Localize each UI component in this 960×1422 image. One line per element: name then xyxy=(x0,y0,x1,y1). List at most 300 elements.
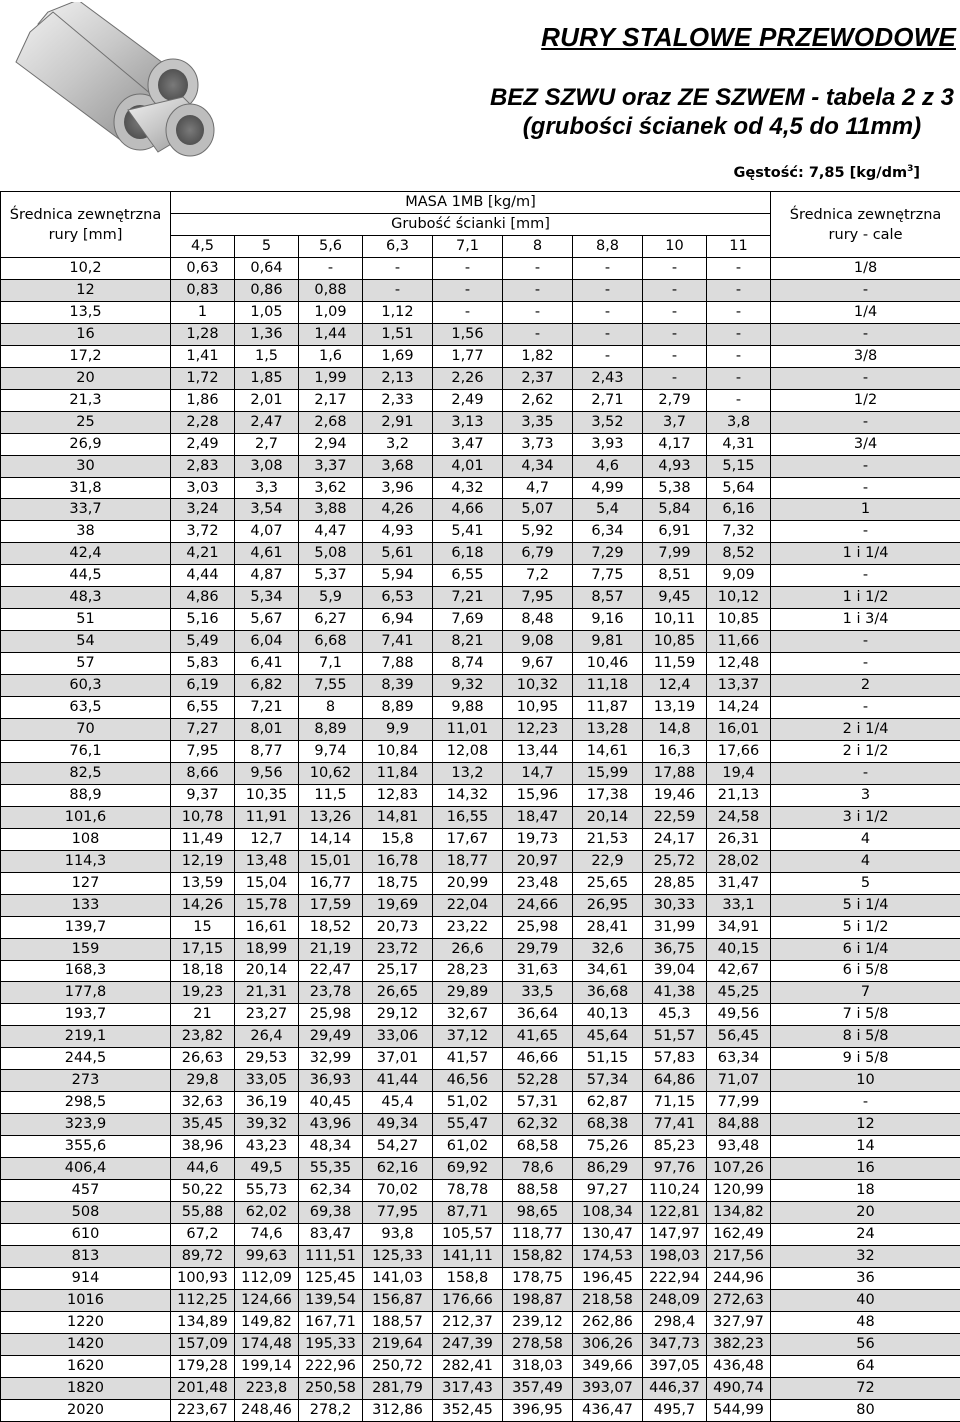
mass-cell: 14,61 xyxy=(573,740,643,762)
mass-cell: 111,51 xyxy=(299,1245,363,1267)
diameter-mm-cell: 813 xyxy=(1,1245,171,1267)
mass-cell: 49,34 xyxy=(363,1114,433,1136)
mass-cell: - xyxy=(573,323,643,345)
mass-cell: 5,61 xyxy=(363,543,433,565)
mass-cell: 4,32 xyxy=(433,477,503,499)
mass-cell: 57,31 xyxy=(503,1092,573,1114)
diameter-inch-cell: 5 i 1/2 xyxy=(771,916,960,938)
mass-cell: 38,96 xyxy=(171,1136,235,1158)
mass-cell: 33,06 xyxy=(363,1026,433,1048)
mass-cell: 317,43 xyxy=(433,1377,503,1399)
mass-cell: 19,23 xyxy=(171,982,235,1004)
mass-cell: 198,87 xyxy=(503,1289,573,1311)
mass-cell: 9,37 xyxy=(171,784,235,806)
mass-cell: 9,32 xyxy=(433,675,503,697)
mass-cell: 26,63 xyxy=(171,1048,235,1070)
table-row xyxy=(1,762,960,784)
mass-cell: 17,38 xyxy=(573,784,643,806)
diameter-mm-cell: 38 xyxy=(1,521,171,543)
diameter-mm-cell: 25 xyxy=(1,411,171,433)
diameter-inch-cell: 5 xyxy=(771,872,960,894)
mass-cell: 4,17 xyxy=(643,433,707,455)
mass-cell: 15,96 xyxy=(503,784,573,806)
mass-cell: 68,38 xyxy=(573,1114,643,1136)
mass-cell: - xyxy=(707,301,771,323)
mass-cell: 352,45 xyxy=(433,1399,503,1421)
mass-cell: 12,08 xyxy=(433,740,503,762)
mass-cell: 45,64 xyxy=(573,1026,643,1048)
mass-cell: 51,02 xyxy=(433,1092,503,1114)
mass-cell: 201,48 xyxy=(171,1377,235,1399)
mass-cell: 8,77 xyxy=(235,740,299,762)
mass-cell: 7,99 xyxy=(643,543,707,565)
mass-cell: 29,12 xyxy=(363,1004,433,1026)
mass-cell: 25,65 xyxy=(573,872,643,894)
diameter-mm-cell: 26,9 xyxy=(1,433,171,455)
mass-cell: 188,57 xyxy=(363,1311,433,1333)
mass-cell: 78,6 xyxy=(503,1158,573,1180)
mass-cell: 14,26 xyxy=(171,894,235,916)
mass-cell: 1,09 xyxy=(299,301,363,323)
mass-cell: 18,47 xyxy=(503,806,573,828)
mass-cell: 29,79 xyxy=(503,938,573,960)
mass-cell: - xyxy=(503,323,573,345)
mass-cell: 17,88 xyxy=(643,762,707,784)
mass-cell: 25,98 xyxy=(299,1004,363,1026)
mass-cell: 31,63 xyxy=(503,960,573,982)
diameter-inch-cell: 1/4 xyxy=(771,301,960,323)
mass-cell: 124,66 xyxy=(235,1289,299,1311)
mass-cell: - xyxy=(707,279,771,301)
mass-cell: - xyxy=(643,301,707,323)
diameter-inch-cell: - xyxy=(771,367,960,389)
mass-cell: - xyxy=(707,323,771,345)
mass-cell: 77,99 xyxy=(707,1092,771,1114)
mass-cell: 25,72 xyxy=(643,850,707,872)
mass-cell: 7,29 xyxy=(573,543,643,565)
mass-cell: 306,26 xyxy=(573,1333,643,1355)
mass-cell: 5,37 xyxy=(299,565,363,587)
mass-cell: 3,35 xyxy=(503,411,573,433)
mass-cell: 15,99 xyxy=(573,762,643,784)
mass-cell: 28,23 xyxy=(433,960,503,982)
mass-cell: 26,65 xyxy=(363,982,433,1004)
mass-cell: 20,99 xyxy=(433,872,503,894)
mass-cell: 6,55 xyxy=(433,565,503,587)
mass-cell: 158,8 xyxy=(433,1267,503,1289)
mass-cell: 176,66 xyxy=(433,1289,503,1311)
mass-cell: 1,12 xyxy=(363,301,433,323)
mass-cell: 0,63 xyxy=(171,258,235,280)
mass-cell: 9,67 xyxy=(503,653,573,675)
mass-cell: 11,01 xyxy=(433,719,503,741)
mass-cell: - xyxy=(643,258,707,280)
mass-cell: 4,07 xyxy=(235,521,299,543)
diameter-mm-cell: 48,3 xyxy=(1,587,171,609)
mass-cell: 2,47 xyxy=(235,411,299,433)
mass-cell: 11,18 xyxy=(573,675,643,697)
mass-cell: 3,88 xyxy=(299,499,363,521)
mass-cell: 9,56 xyxy=(235,762,299,784)
mass-cell: 9,09 xyxy=(707,565,771,587)
mass-cell: 13,48 xyxy=(235,850,299,872)
mass-cell: 32,67 xyxy=(433,1004,503,1026)
mass-cell: 34,61 xyxy=(573,960,643,982)
mass-cell: 4,93 xyxy=(363,521,433,543)
mass-cell: 446,37 xyxy=(643,1377,707,1399)
mass-cell: 10,35 xyxy=(235,784,299,806)
mass-cell: 41,44 xyxy=(363,1070,433,1092)
mass-cell: 2,91 xyxy=(363,411,433,433)
mass-cell: 4,44 xyxy=(171,565,235,587)
diameter-inch-cell: - xyxy=(771,477,960,499)
diameter-inch-cell: 4 xyxy=(771,850,960,872)
table-row xyxy=(1,960,960,982)
thickness-header-cell: 8,8 xyxy=(573,236,643,258)
diameter-inch-cell: 3/4 xyxy=(771,433,960,455)
mass-cell: 2,49 xyxy=(171,433,235,455)
mass-cell: 199,14 xyxy=(235,1355,299,1377)
mass-cell: 31,99 xyxy=(643,916,707,938)
mass-cell: 139,54 xyxy=(299,1289,363,1311)
mass-cell: 23,48 xyxy=(503,872,573,894)
mass-cell: 1,36 xyxy=(235,323,299,345)
mass-cell: 40,13 xyxy=(573,1004,643,1026)
diameter-inch-cell: 10 xyxy=(771,1070,960,1092)
diameter-mm-cell: 298,5 xyxy=(1,1092,171,1114)
diameter-inch-cell: 2 xyxy=(771,675,960,697)
table-row xyxy=(1,872,960,894)
header-wall-thickness: Grubość ścianki [mm] xyxy=(171,214,771,236)
table-row xyxy=(1,455,960,477)
mass-cell: 4,61 xyxy=(235,543,299,565)
mass-cell: 8,74 xyxy=(433,653,503,675)
mass-cell: 64,86 xyxy=(643,1070,707,1092)
mass-cell: 39,32 xyxy=(235,1114,299,1136)
mass-cell: 5,92 xyxy=(503,521,573,543)
mass-cell: 112,25 xyxy=(171,1289,235,1311)
mass-cell: 10,84 xyxy=(363,740,433,762)
mass-cell: 262,86 xyxy=(573,1311,643,1333)
table-row xyxy=(1,543,960,565)
diameter-inch-cell: 7 i 5/8 xyxy=(771,1004,960,1026)
mass-cell: 3,2 xyxy=(363,433,433,455)
diameter-inch-cell: 16 xyxy=(771,1158,960,1180)
mass-cell: 37,12 xyxy=(433,1026,503,1048)
mass-cell: 8,39 xyxy=(363,675,433,697)
header-outer-diameter-mm: Średnica zewnętrzna rury [mm] xyxy=(1,192,171,258)
mass-cell: 2,33 xyxy=(363,389,433,411)
diameter-inch-cell: - xyxy=(771,279,960,301)
diameter-mm-cell: 33,7 xyxy=(1,499,171,521)
mass-cell: 2,94 xyxy=(299,433,363,455)
mass-cell: 26,95 xyxy=(573,894,643,916)
mass-cell: 86,29 xyxy=(573,1158,643,1180)
mass-cell: 97,76 xyxy=(643,1158,707,1180)
mass-cell: 7,2 xyxy=(503,565,573,587)
mass-cell: 112,09 xyxy=(235,1267,299,1289)
mass-cell: 6,16 xyxy=(707,499,771,521)
mass-cell: 52,28 xyxy=(503,1070,573,1092)
mass-cell: 141,11 xyxy=(433,1245,503,1267)
table-row xyxy=(1,258,960,280)
mass-cell: 223,67 xyxy=(171,1399,235,1421)
table-row xyxy=(1,894,960,916)
diameter-inch-cell: - xyxy=(771,323,960,345)
mass-cell: 1,56 xyxy=(433,323,503,345)
mass-cell: 35,45 xyxy=(171,1114,235,1136)
mass-cell: 6,41 xyxy=(235,653,299,675)
mass-cell: 2,83 xyxy=(171,455,235,477)
mass-cell: 51,15 xyxy=(573,1048,643,1070)
mass-cell: 105,57 xyxy=(433,1223,503,1245)
mass-cell: 147,97 xyxy=(643,1223,707,1245)
table-row xyxy=(1,697,960,719)
mass-cell: 3,54 xyxy=(235,499,299,521)
mass-cell: 357,49 xyxy=(503,1377,573,1399)
mass-cell: 11,5 xyxy=(299,784,363,806)
table-row xyxy=(1,1245,960,1267)
diameter-inch-cell: 2 i 1/2 xyxy=(771,740,960,762)
mass-cell: 2,49 xyxy=(433,389,503,411)
mass-cell: 7,1 xyxy=(299,653,363,675)
mass-cell: 179,28 xyxy=(171,1355,235,1377)
mass-cell: 495,7 xyxy=(643,1399,707,1421)
table-row xyxy=(1,1267,960,1289)
mass-cell: 9,45 xyxy=(643,587,707,609)
mass-cell: 7,88 xyxy=(363,653,433,675)
mass-cell: 120,99 xyxy=(707,1180,771,1202)
diameter-mm-cell: 44,5 xyxy=(1,565,171,587)
table-row xyxy=(1,609,960,631)
mass-cell: 10,62 xyxy=(299,762,363,784)
mass-cell: 22,47 xyxy=(299,960,363,982)
diameter-inch-cell: - xyxy=(771,565,960,587)
mass-cell: 2,28 xyxy=(171,411,235,433)
thickness-header-cell: 8 xyxy=(503,236,573,258)
mass-cell: 11,84 xyxy=(363,762,433,784)
table-row xyxy=(1,938,960,960)
mass-cell: - xyxy=(707,389,771,411)
mass-cell: 490,74 xyxy=(707,1377,771,1399)
mass-cell: 21,19 xyxy=(299,938,363,960)
mass-cell: 125,45 xyxy=(299,1267,363,1289)
mass-cell: 18,75 xyxy=(363,872,433,894)
mass-cell: 1,86 xyxy=(171,389,235,411)
mass-cell: 26,31 xyxy=(707,828,771,850)
mass-cell: 43,23 xyxy=(235,1136,299,1158)
mass-cell: 12,19 xyxy=(171,850,235,872)
thickness-header-cell: 10 xyxy=(643,236,707,258)
mass-cell: 436,47 xyxy=(573,1399,643,1421)
mass-cell: 29,89 xyxy=(433,982,503,1004)
mass-cell: 21,13 xyxy=(707,784,771,806)
mass-cell: 68,58 xyxy=(503,1136,573,1158)
mass-cell: 28,85 xyxy=(643,872,707,894)
mass-cell: 6,68 xyxy=(299,631,363,653)
mass-cell: 318,03 xyxy=(503,1355,573,1377)
table-row xyxy=(1,433,960,455)
mass-cell: 8 xyxy=(299,697,363,719)
diameter-inch-cell: 7 xyxy=(771,982,960,1004)
mass-cell: 14,81 xyxy=(363,806,433,828)
diameter-inch-cell: 8 i 5/8 xyxy=(771,1026,960,1048)
mass-cell: 55,88 xyxy=(171,1201,235,1223)
mass-cell: 5,07 xyxy=(503,499,573,521)
mass-cell: 67,2 xyxy=(171,1223,235,1245)
mass-cell: 14,32 xyxy=(433,784,503,806)
mass-cell: 3,47 xyxy=(433,433,503,455)
diameter-inch-cell: - xyxy=(771,521,960,543)
mass-cell: 29,49 xyxy=(299,1026,363,1048)
mass-cell: 10,46 xyxy=(573,653,643,675)
mass-cell: 218,58 xyxy=(573,1289,643,1311)
mass-cell: 9,74 xyxy=(299,740,363,762)
diameter-inch-cell: 1/8 xyxy=(771,258,960,280)
subtitle-line-1: BEZ SZWU oraz ZE SZWEM - tabela 2 z 3 xyxy=(489,84,954,111)
diameter-inch-cell: 1/2 xyxy=(771,389,960,411)
mass-cell: 278,2 xyxy=(299,1399,363,1421)
diameter-inch-cell: - xyxy=(771,697,960,719)
mass-cell: 22,59 xyxy=(643,806,707,828)
mass-cell: 244,96 xyxy=(707,1267,771,1289)
mass-cell: 17,67 xyxy=(433,828,503,850)
mass-cell: 54,27 xyxy=(363,1136,433,1158)
mass-cell: 9,16 xyxy=(573,609,643,631)
mass-cell: 10,85 xyxy=(643,631,707,653)
mass-cell: 13,26 xyxy=(299,806,363,828)
mass-cell: 1,85 xyxy=(235,367,299,389)
mass-cell: 16,61 xyxy=(235,916,299,938)
mass-cell: 1,69 xyxy=(363,345,433,367)
mass-cell: 4,99 xyxy=(573,477,643,499)
mass-cell: 18,52 xyxy=(299,916,363,938)
mass-cell: 31,47 xyxy=(707,872,771,894)
mass-cell: 55,73 xyxy=(235,1180,299,1202)
mass-cell: 32,99 xyxy=(299,1048,363,1070)
diameter-mm-cell: 54 xyxy=(1,631,171,653)
mass-cell: 17,59 xyxy=(299,894,363,916)
mass-cell: 56,45 xyxy=(707,1026,771,1048)
diameter-mm-cell: 1420 xyxy=(1,1333,171,1355)
page-subtitle xyxy=(490,83,954,141)
mass-cell: 45,3 xyxy=(643,1004,707,1026)
mass-cell: 77,95 xyxy=(363,1201,433,1223)
mass-cell: 16,3 xyxy=(643,740,707,762)
diameter-inch-cell: 14 xyxy=(771,1136,960,1158)
table-row xyxy=(1,784,960,806)
mass-cell: 8,57 xyxy=(573,587,643,609)
mass-cell: 23,72 xyxy=(363,938,433,960)
mass-cell: 23,82 xyxy=(171,1026,235,1048)
mass-cell: 6,18 xyxy=(433,543,503,565)
mass-cell: 36,64 xyxy=(503,1004,573,1026)
mass-cell: 2,62 xyxy=(503,389,573,411)
mass-cell: 7,21 xyxy=(433,587,503,609)
diameter-mm-cell: 31,8 xyxy=(1,477,171,499)
mass-cell: 30,33 xyxy=(643,894,707,916)
mass-cell: 93,8 xyxy=(363,1223,433,1245)
mass-cell: 10,12 xyxy=(707,587,771,609)
table-row xyxy=(1,499,960,521)
mass-cell: 4,86 xyxy=(171,587,235,609)
mass-cell: 18,77 xyxy=(433,850,503,872)
mass-cell: 6,19 xyxy=(171,675,235,697)
mass-cell: 3,37 xyxy=(299,455,363,477)
diameter-mm-cell: 114,3 xyxy=(1,850,171,872)
table-row xyxy=(1,1180,960,1202)
table-row xyxy=(1,850,960,872)
mass-cell: 33,1 xyxy=(707,894,771,916)
table-row xyxy=(1,828,960,850)
diameter-inch-cell: 40 xyxy=(771,1289,960,1311)
mass-cell: 122,81 xyxy=(643,1201,707,1223)
mass-cell: 4,66 xyxy=(433,499,503,521)
table-row xyxy=(1,323,960,345)
mass-cell: 3,93 xyxy=(573,433,643,455)
mass-cell: - xyxy=(573,279,643,301)
mass-cell: 20,73 xyxy=(363,916,433,938)
mass-cell: 55,47 xyxy=(433,1114,503,1136)
mass-cell: 45,4 xyxy=(363,1092,433,1114)
mass-cell: 4,47 xyxy=(299,521,363,543)
mass-cell: 4,34 xyxy=(503,455,573,477)
mass-cell: 89,72 xyxy=(171,1245,235,1267)
mass-cell: 11,59 xyxy=(643,653,707,675)
mass-cell: 12,48 xyxy=(707,653,771,675)
mass-cell: 36,19 xyxy=(235,1092,299,1114)
thickness-header-cell: 11 xyxy=(707,236,771,258)
mass-cell: 36,93 xyxy=(299,1070,363,1092)
mass-cell: 1,72 xyxy=(171,367,235,389)
mass-cell: 2,37 xyxy=(503,367,573,389)
mass-cell: 8,48 xyxy=(503,609,573,631)
mass-cell: 2,7 xyxy=(235,433,299,455)
mass-cell: 134,82 xyxy=(707,1201,771,1223)
header-mass: MASA 1MB [kg/m] xyxy=(171,192,771,214)
mass-cell: 278,58 xyxy=(503,1333,573,1355)
table-row xyxy=(1,1026,960,1048)
mass-cell: 12,4 xyxy=(643,675,707,697)
diameter-mm-cell: 273 xyxy=(1,1070,171,1092)
mass-cell: 195,33 xyxy=(299,1333,363,1355)
diameter-inch-cell: - xyxy=(771,1092,960,1114)
mass-cell: 75,26 xyxy=(573,1136,643,1158)
mass-cell: 17,15 xyxy=(171,938,235,960)
mass-cell: 23,22 xyxy=(433,916,503,938)
mass-cell: 20,14 xyxy=(235,960,299,982)
table-row xyxy=(1,1004,960,1026)
mass-cell: 282,41 xyxy=(433,1355,503,1377)
mass-cell: 36,75 xyxy=(643,938,707,960)
mass-cell: 14,7 xyxy=(503,762,573,784)
mass-cell: 7,32 xyxy=(707,521,771,543)
mass-cell: 250,58 xyxy=(299,1377,363,1399)
diameter-mm-cell: 168,3 xyxy=(1,960,171,982)
mass-cell: 5,16 xyxy=(171,609,235,631)
diameter-mm-cell: 1016 xyxy=(1,1289,171,1311)
mass-cell: 149,82 xyxy=(235,1311,299,1333)
diameter-mm-cell: 193,7 xyxy=(1,1004,171,1026)
mass-cell: 110,24 xyxy=(643,1180,707,1202)
pipe-mass-table xyxy=(0,191,960,1422)
table-row xyxy=(1,916,960,938)
mass-cell: 23,78 xyxy=(299,982,363,1004)
mass-cell: 0,64 xyxy=(235,258,299,280)
mass-cell: 6,04 xyxy=(235,631,299,653)
mass-cell: 6,55 xyxy=(171,697,235,719)
mass-cell: 11,66 xyxy=(707,631,771,653)
